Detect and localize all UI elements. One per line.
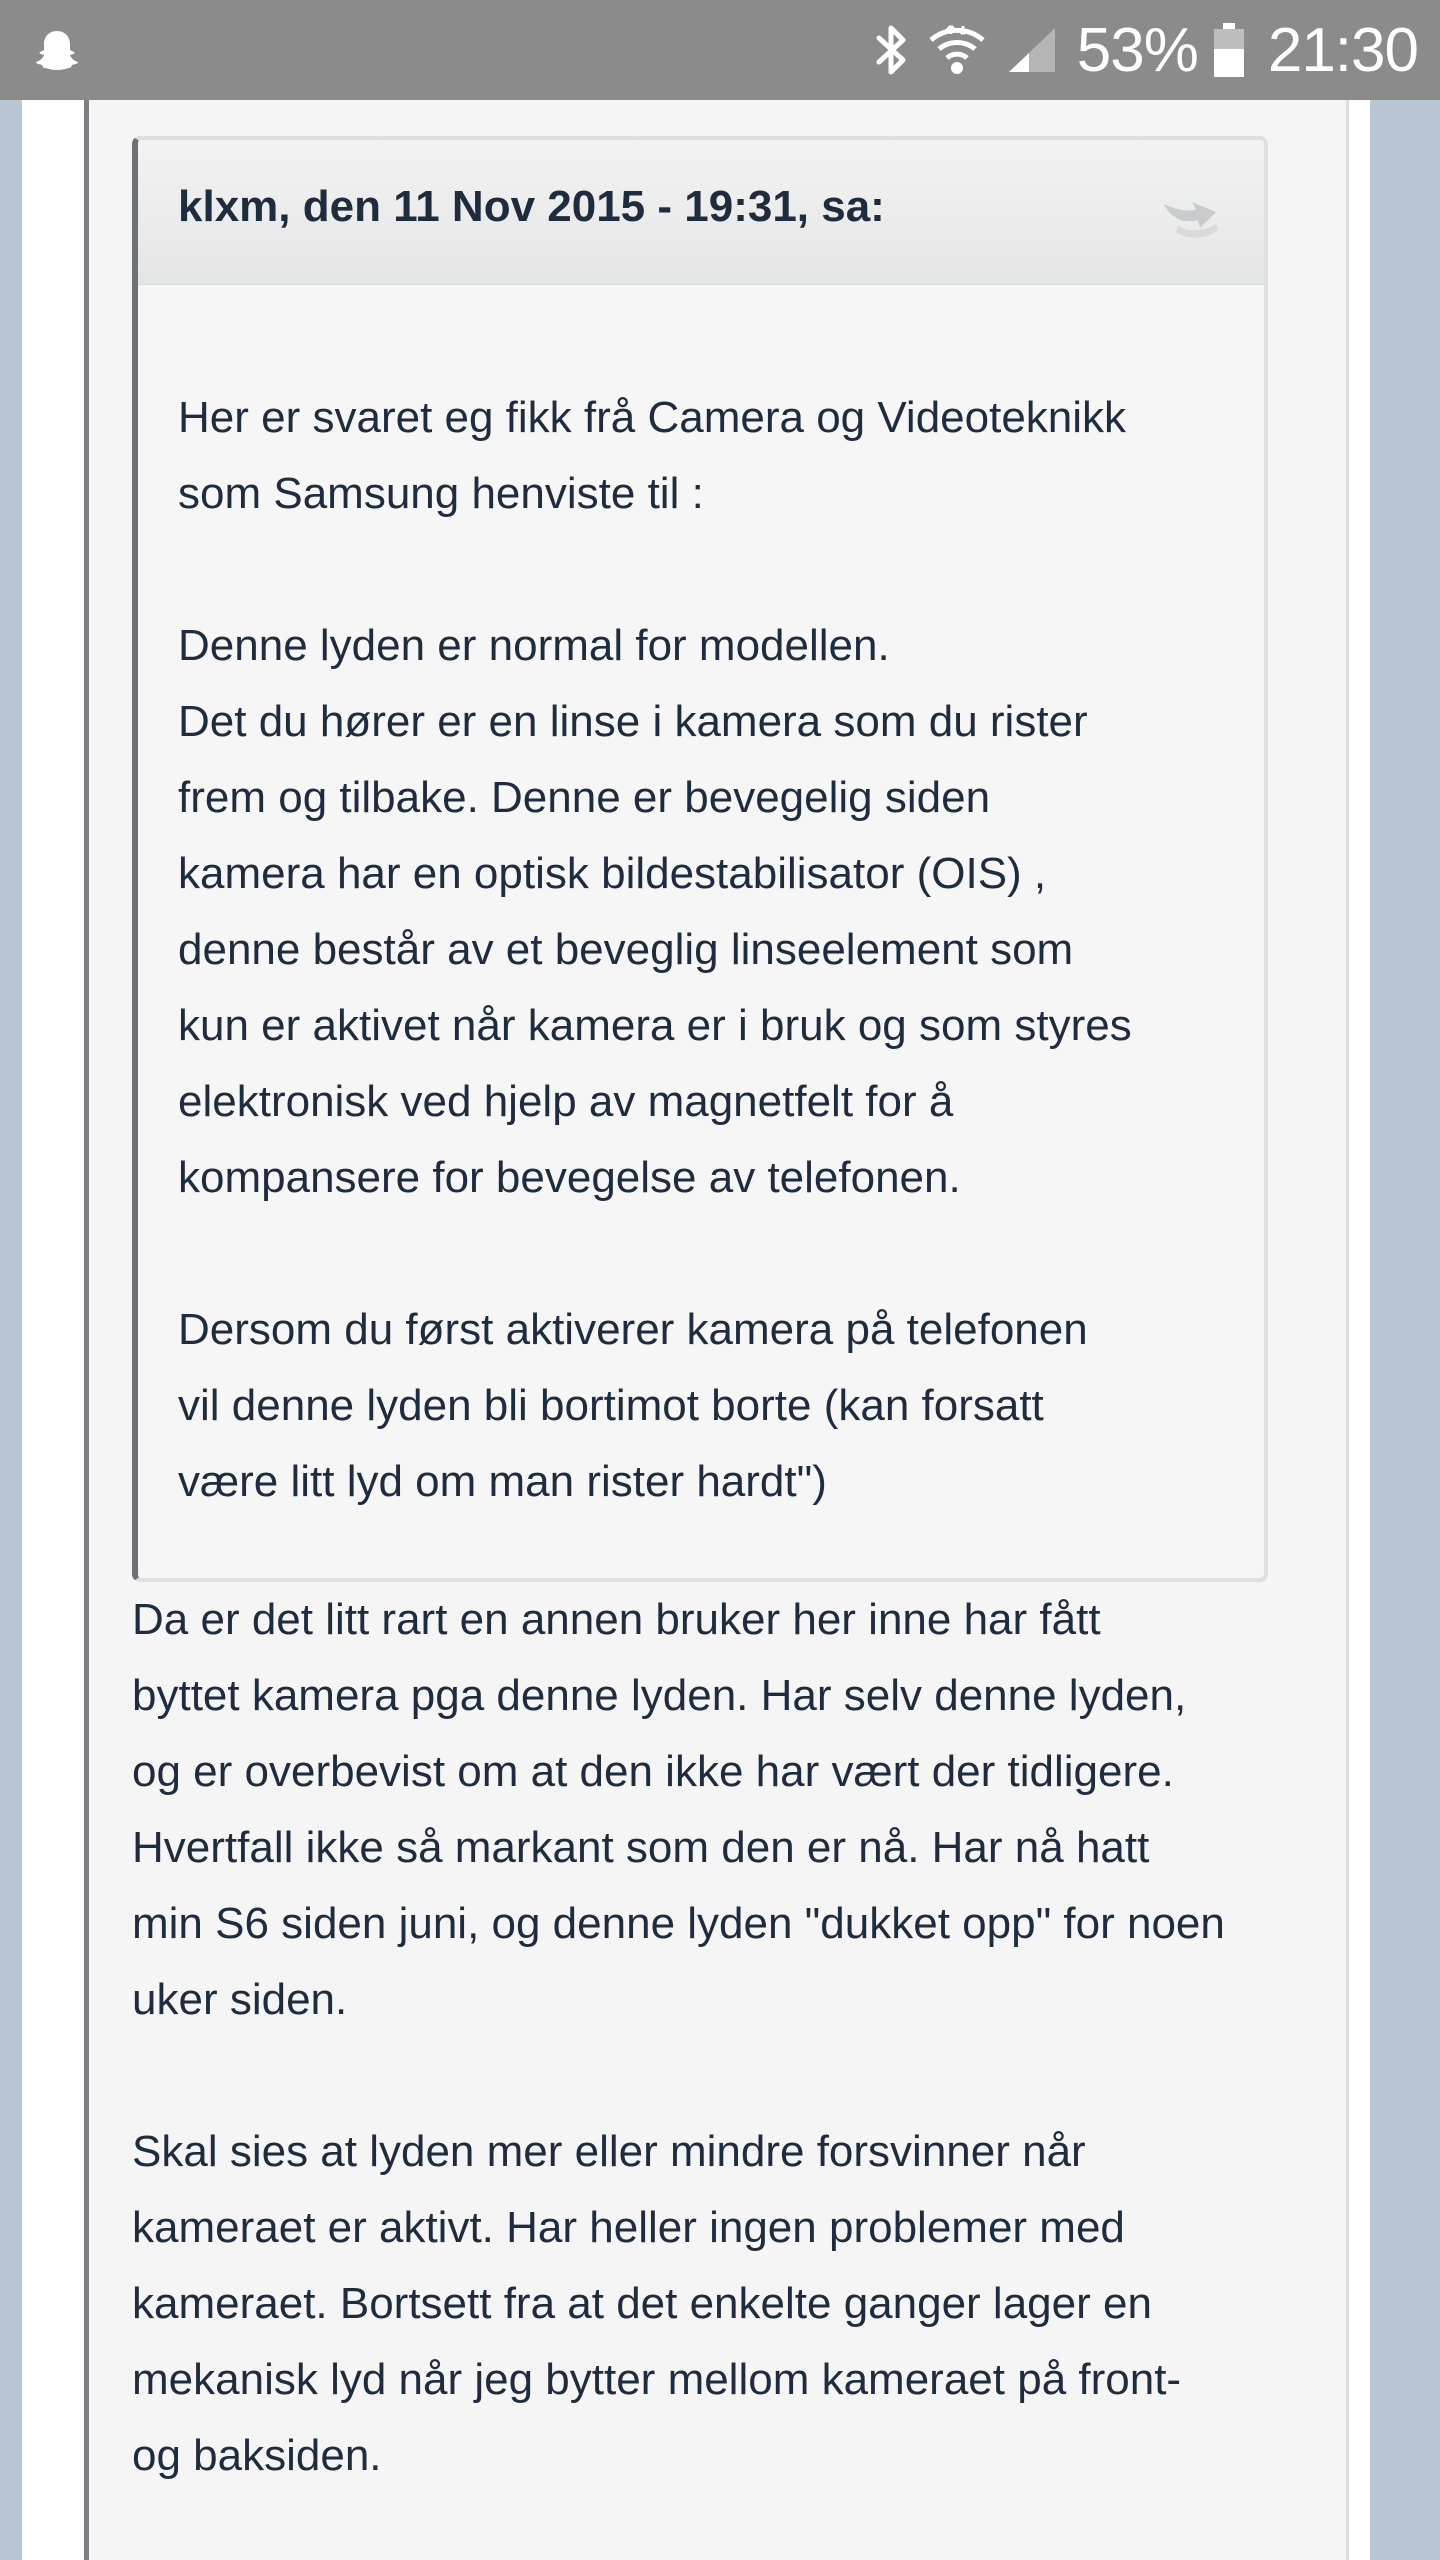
quote-block [132, 136, 1268, 1582]
snapchat-ghost-icon [34, 28, 80, 74]
quote-header [138, 140, 1264, 285]
view-post-arrow-icon[interactable] [1158, 182, 1226, 242]
status-bar [0, 0, 1440, 100]
clock: 21:30 [1267, 15, 1418, 85]
bluetooth-icon [873, 22, 909, 78]
quote-paragraph: Her er svaret eg fikk frå Camera og Videoteknikk som Samsung henviste til : [178, 393, 1127, 518]
quote-body [178, 380, 1238, 1520]
status-indicators [873, 0, 1418, 100]
quote-citation[interactable]: klxm, den 11 Nov 2015 - 19:31, sa: [178, 182, 885, 231]
wifi-icon [927, 22, 987, 78]
post-paragraph: Da er det litt rart en annen bruker her inne har fått byttet kamera pga denne lyden. Har selv denne lyden, og er overbevist om at den ikke har vært der tidligere. Hvertfall ikke så markant som den er nå. Har nå hatt min S6 siden juni, og denne lyden "dukket opp" for noen uker siden. [132, 1595, 1225, 2024]
quote-paragraph: Dersom du først aktiverer kamera på telefonen vil denne lyden bli bortimot borte (kan forsatt være litt lyd om man rister hardt") [178, 1305, 1088, 1506]
quote-paragraph: Denne lyden er normal for modellen. Det du hører er en linse i kamera som du rister frem og tilbake. Denne er bevegelig siden kamera har en optisk bildestabilisator (OIS) , denne består av et beveglig linseelement som kun er aktivet når kamera er i bruk og som styres elektronisk ved hjelp av magnetfelt for å kompansere for bevegelse av telefonen. [178, 621, 1132, 1202]
battery-percent: 53% [1076, 15, 1198, 85]
cell-signal-icon [1005, 22, 1059, 78]
post-paragraph: Skal sies at lyden mer eller mindre forsvinner når kameraet er aktivt. Har heller ingen problemer med kameraet. Bortsett fra at det enkelte ganger lager en mekanisk lyd når jeg bytter mellom kameraet på front- og baksiden. [132, 2127, 1182, 2480]
battery-icon [1212, 21, 1246, 79]
post-body [132, 1582, 1332, 2494]
